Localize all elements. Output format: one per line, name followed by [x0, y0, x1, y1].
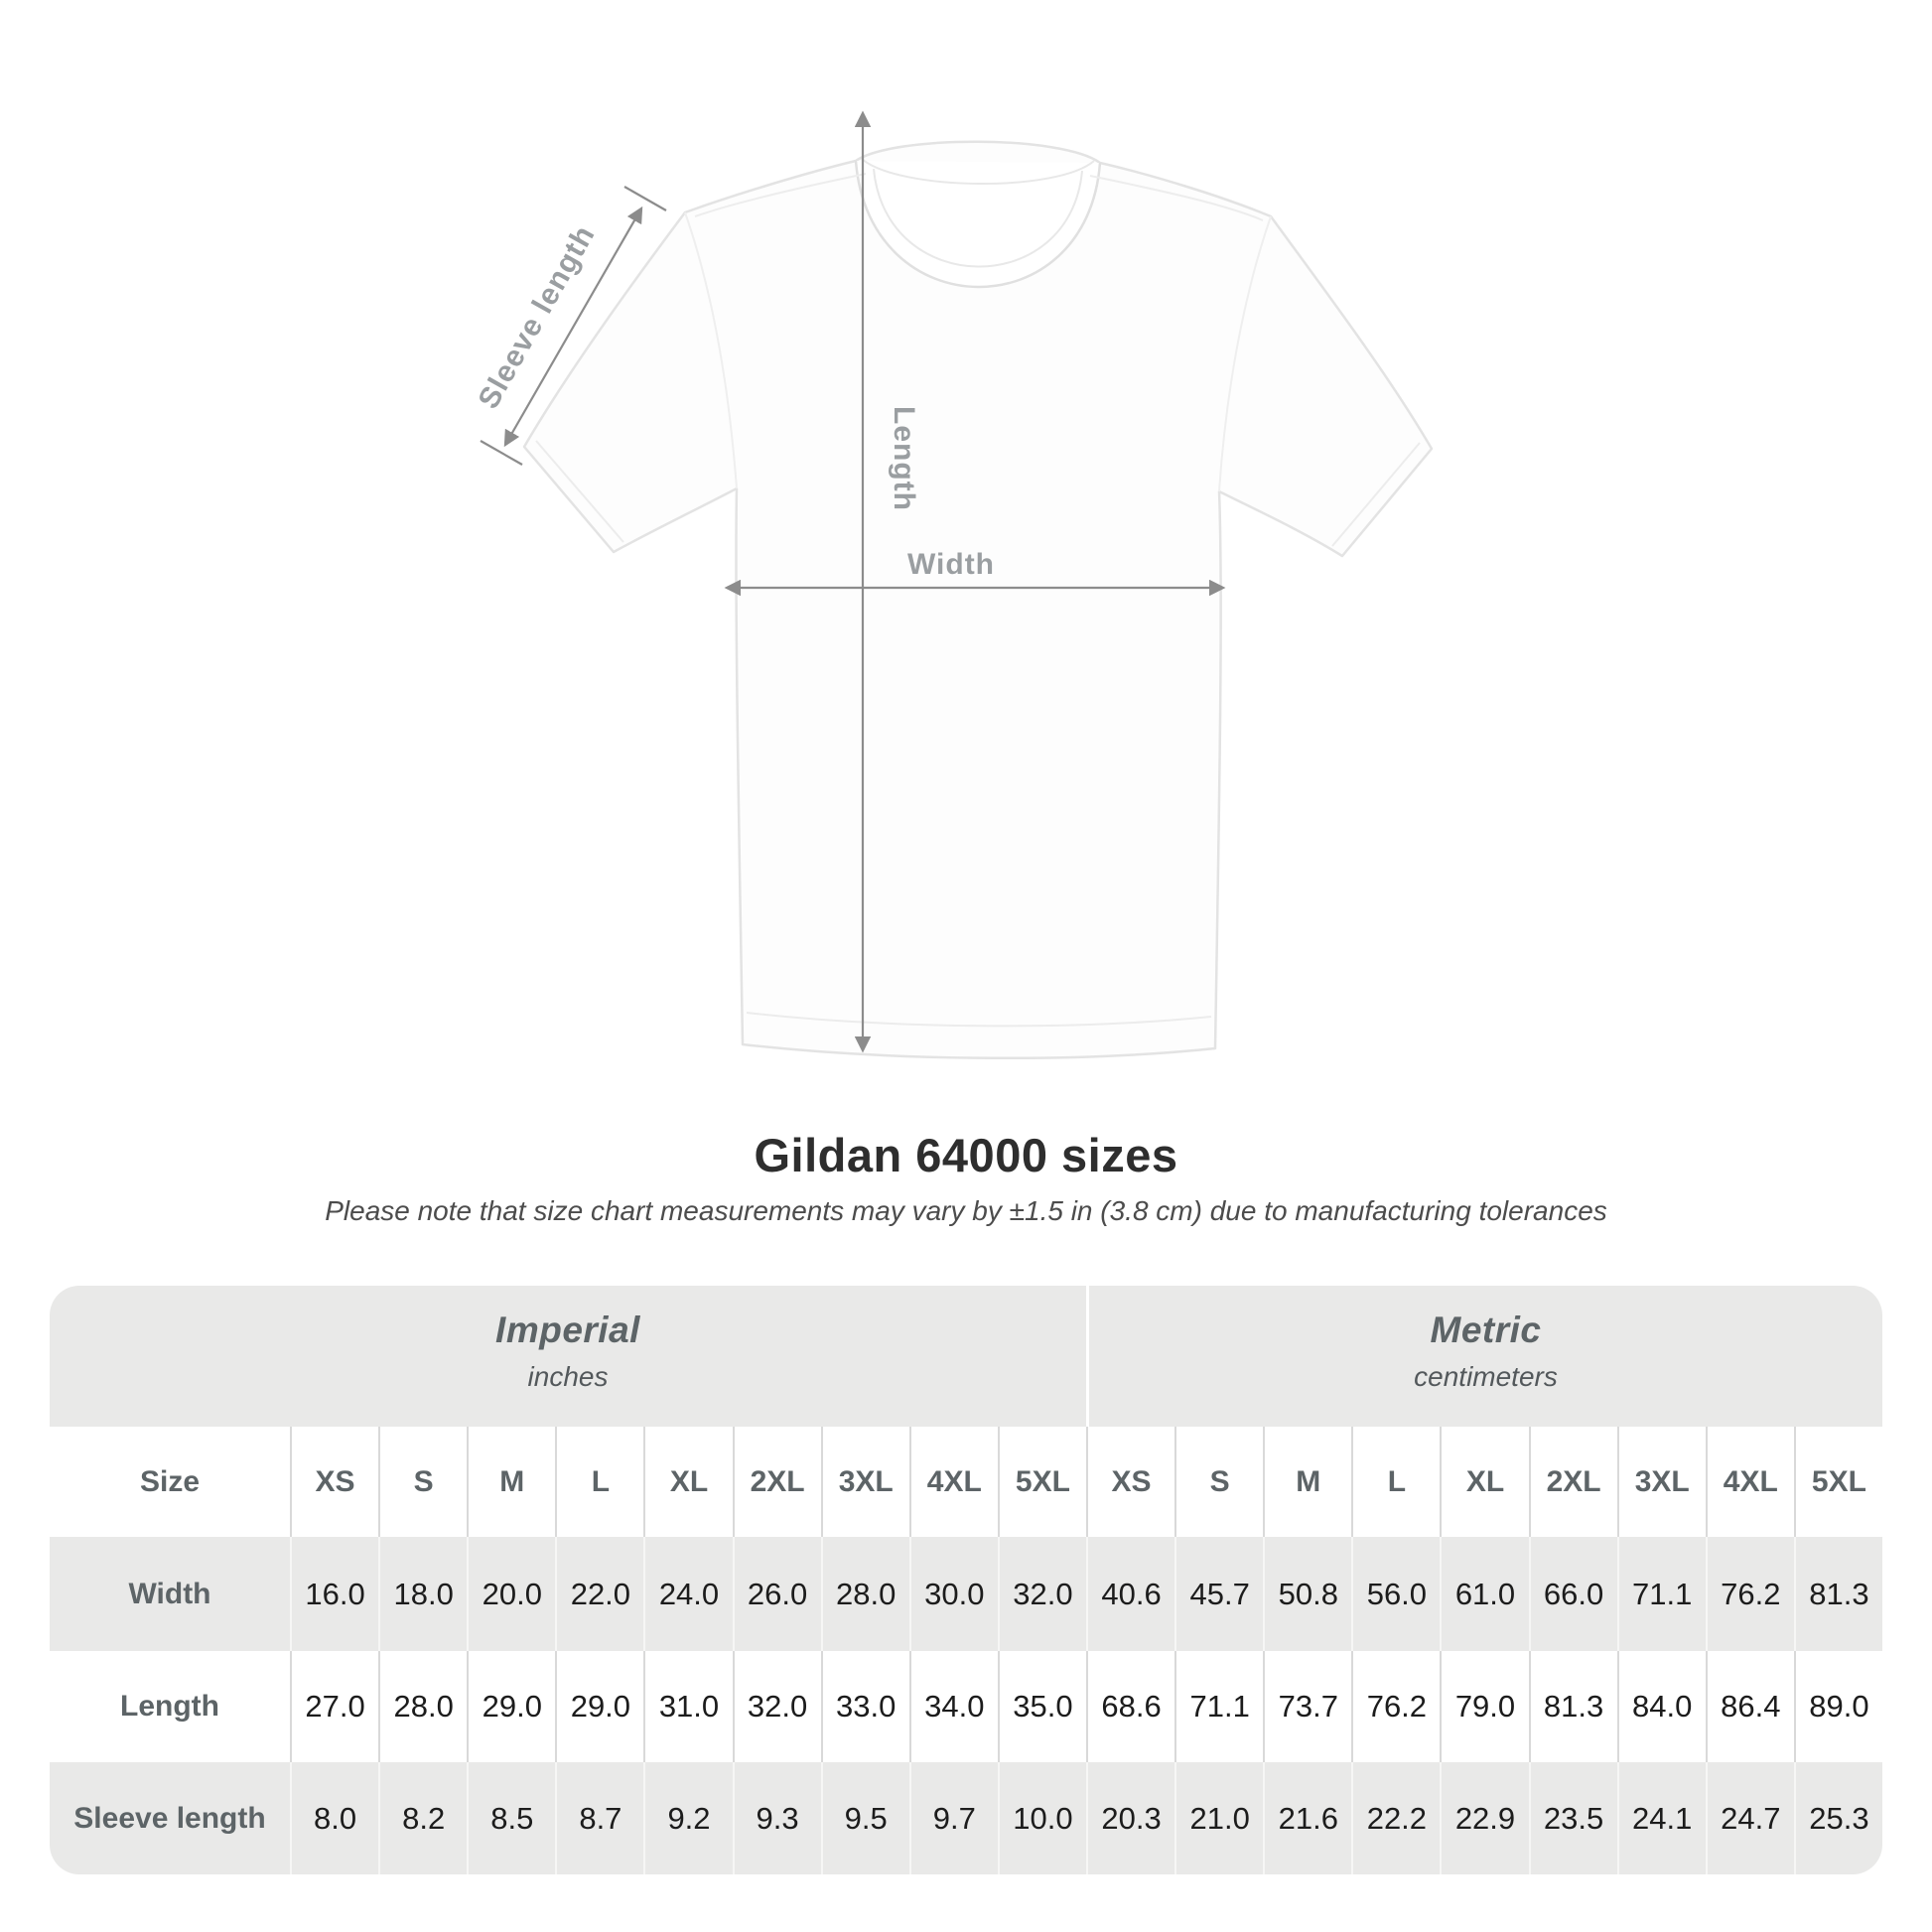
length-metric-value: 68.6	[1086, 1651, 1174, 1762]
sleeve-imperial-value: 9.5	[821, 1762, 909, 1874]
sleeve-metric-value: 22.2	[1351, 1762, 1440, 1874]
width-imperial-value: 32.0	[998, 1537, 1086, 1651]
width-imperial-value: 26.0	[733, 1537, 821, 1651]
metric-label: Metric	[1430, 1310, 1542, 1350]
length-metric-value: 79.0	[1440, 1651, 1528, 1762]
sleeve-imperial-value: 10.0	[998, 1762, 1086, 1874]
length-metric-value: 84.0	[1617, 1651, 1706, 1762]
size-header-metric-5xl: 5XL	[1794, 1427, 1882, 1537]
length-imperial-value: 34.0	[909, 1651, 998, 1762]
table-row-width	[50, 1537, 1882, 1651]
width-imperial-value: 24.0	[643, 1537, 732, 1651]
row-label-length: Length	[120, 1690, 219, 1723]
size-header-imperial-5xl: 5XL	[998, 1427, 1086, 1537]
page-title: Gildan 64000 sizes	[754, 1129, 1178, 1181]
size-header-imperial-2xl: 2XL	[733, 1427, 821, 1537]
length-label: Length	[888, 406, 920, 511]
width-metric-value: 81.3	[1794, 1537, 1882, 1651]
width-metric-value: 61.0	[1440, 1537, 1528, 1651]
sleeve-imperial-value: 8.5	[467, 1762, 555, 1874]
sleeve-imperial-value: 8.2	[378, 1762, 467, 1874]
length-metric-value: 76.2	[1351, 1651, 1440, 1762]
sleeve-metric-value: 24.7	[1706, 1762, 1794, 1874]
size-header-imperial-4xl: 4XL	[909, 1427, 998, 1537]
sleeve-imperial-value: 8.0	[290, 1762, 378, 1874]
sleeve-metric-value: 25.3	[1794, 1762, 1882, 1874]
width-label: Width	[906, 548, 996, 581]
size-header-imperial-m: M	[467, 1427, 555, 1537]
sleeve-imperial-value: 9.2	[643, 1762, 732, 1874]
size-header-imperial-3xl: 3XL	[821, 1427, 909, 1537]
imperial-group-header	[50, 1286, 1086, 1427]
width-metric-value: 76.2	[1706, 1537, 1794, 1651]
size-header-metric-3xl: 3XL	[1617, 1427, 1706, 1537]
size-header-imperial-s: S	[378, 1427, 467, 1537]
length-metric-value: 89.0	[1794, 1651, 1882, 1762]
length-imperial-value: 29.0	[467, 1651, 555, 1762]
width-imperial-value: 30.0	[909, 1537, 998, 1651]
width-imperial-value: 16.0	[290, 1537, 378, 1651]
length-metric-value: 73.7	[1263, 1651, 1351, 1762]
width-imperial-value: 20.0	[467, 1537, 555, 1651]
size-header-imperial-xs: XS	[290, 1427, 378, 1537]
sleeve-length-label: Sleeve length	[472, 219, 602, 415]
width-metric-value: 50.8	[1263, 1537, 1351, 1651]
size-header-metric-l: L	[1351, 1427, 1440, 1537]
width-metric-value: 71.1	[1617, 1537, 1706, 1651]
metric-unit-label: centimeters	[1414, 1361, 1558, 1392]
width-imperial-value: 22.0	[555, 1537, 643, 1651]
size-header-metric-m: M	[1263, 1427, 1351, 1537]
row-label-sleeve-length: Sleeve length	[73, 1801, 266, 1835]
imperial-unit-label: inches	[527, 1361, 609, 1392]
length-imperial-value: 35.0	[998, 1651, 1086, 1762]
length-imperial-value: 32.0	[733, 1651, 821, 1762]
size-header-metric-s: S	[1174, 1427, 1263, 1537]
page-subtitle: Please note that size chart measurements may vary by ±1.5 in (3.8 cm) due to manufacturing tolerances	[325, 1195, 1607, 1226]
size-header-metric-xs: XS	[1086, 1427, 1174, 1537]
size-header-imperial-xl: XL	[643, 1427, 732, 1537]
sleeve-imperial-value: 9.7	[909, 1762, 998, 1874]
sleeve-imperial-value: 9.3	[733, 1762, 821, 1874]
sleeve-metric-value: 23.5	[1529, 1762, 1617, 1874]
metric-group-header	[1086, 1286, 1882, 1427]
width-metric-value: 66.0	[1529, 1537, 1617, 1651]
length-imperial-value: 27.0	[290, 1651, 378, 1762]
sleeve-metric-value: 21.6	[1263, 1762, 1351, 1874]
length-imperial-value: 28.0	[378, 1651, 467, 1762]
length-imperial-value: 33.0	[821, 1651, 909, 1762]
size-column-header: Size	[139, 1464, 201, 1498]
size-header-imperial-l: L	[555, 1427, 643, 1537]
sleeve-metric-value: 21.0	[1174, 1762, 1263, 1874]
sleeve-imperial-value: 8.7	[555, 1762, 643, 1874]
row-label-width: Width	[128, 1577, 211, 1610]
length-imperial-value: 31.0	[643, 1651, 732, 1762]
size-header-metric-4xl: 4XL	[1706, 1427, 1794, 1537]
size-header-row	[50, 1427, 1882, 1537]
width-imperial-value: 18.0	[378, 1537, 467, 1651]
sleeve-metric-value: 24.1	[1617, 1762, 1706, 1874]
width-metric-value: 45.7	[1174, 1537, 1263, 1651]
length-imperial-value: 29.0	[555, 1651, 643, 1762]
width-metric-value: 56.0	[1351, 1537, 1440, 1651]
width-metric-value: 40.6	[1086, 1537, 1174, 1651]
unit-group-row	[50, 1286, 1882, 1427]
table-row-length	[50, 1651, 1882, 1762]
size-header-metric-2xl: 2XL	[1529, 1427, 1617, 1537]
length-metric-value: 81.3	[1529, 1651, 1617, 1762]
size-table	[50, 1286, 1882, 1874]
tshirt-illustration	[524, 142, 1432, 1058]
length-metric-value: 86.4	[1706, 1651, 1794, 1762]
sleeve-metric-value: 22.9	[1440, 1762, 1528, 1874]
size-header-metric-xl: XL	[1440, 1427, 1528, 1537]
table-row-sleeve-length	[50, 1762, 1882, 1874]
imperial-label: Imperial	[495, 1310, 640, 1350]
sleeve-metric-value: 20.3	[1086, 1762, 1174, 1874]
width-imperial-value: 28.0	[821, 1537, 909, 1651]
length-metric-value: 71.1	[1174, 1651, 1263, 1762]
